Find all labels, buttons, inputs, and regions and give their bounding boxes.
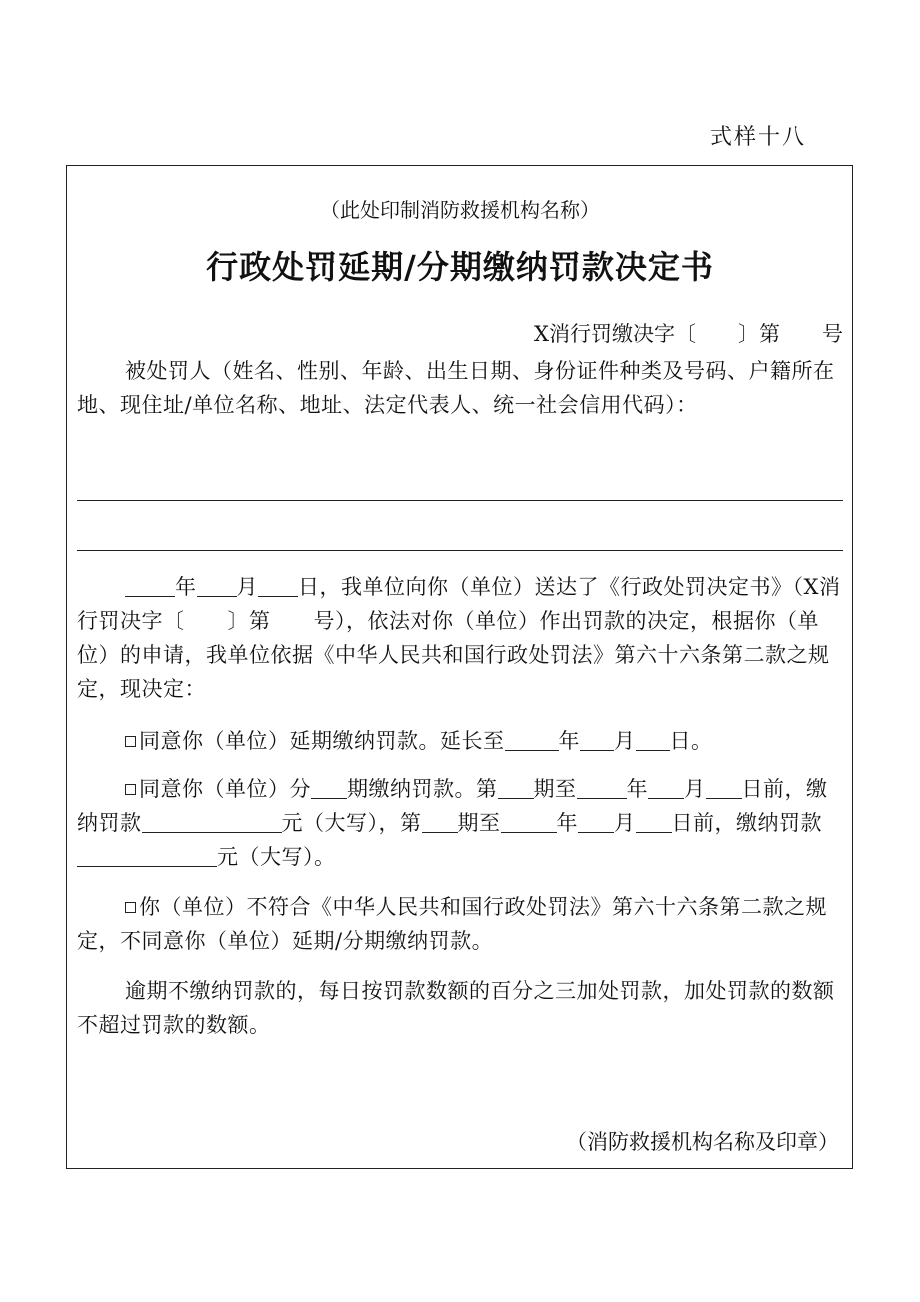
document-frame (66, 165, 853, 1169)
delay-checkbox[interactable] (125, 736, 136, 747)
party-fill-line-1[interactable] (77, 500, 843, 501)
agency-name-placeholder: （此处印制消防救援机构名称） (320, 198, 600, 222)
installment-1-day-blank[interactable] (706, 778, 742, 799)
party-info-label: 被处罚人（姓名、性别、年龄、出生日期、身份证件种类及号码、户籍所在地、现住址/单位名称、地址、法定代表人、统一社会信用代码）： (77, 359, 835, 417)
delay-year-blank[interactable] (505, 730, 559, 751)
option-reject: 你（单位）不符合《中华人民共和国行政处罚法》第六十六条第二款之规定，不同意你（单位）延期/分期缴纳罚款。 (77, 895, 827, 953)
decision-paragraph: 年 月 日，我单位向你（单位）送达了《行政处罚决定书》（X消行罚决字〔 〕第 号），依法对你（单位）作出罚款的决定，根据你（单位）的申请，我单位依据《中华人民共和国行政处罚法》第六十六条第二款之规定，现决定： (77, 575, 841, 701)
installment-checkbox[interactable] (125, 784, 136, 795)
agency-signature-seal: （消防救援机构名称及印章） (566, 1130, 839, 1154)
delay-month-blank[interactable] (580, 730, 614, 751)
penalty-note: 逾期不缴纳罚款的，每日按罚款数额的百分之三加处罚款，加处罚款的数额不超过罚款的数额。 (77, 979, 835, 1037)
installment-2-year-blank[interactable] (501, 812, 557, 833)
installment-1-year-blank[interactable] (577, 778, 627, 799)
installment-1-index-blank[interactable] (498, 778, 534, 799)
installment-1-month-blank[interactable] (648, 778, 684, 799)
day-blank[interactable] (258, 576, 298, 597)
installment-count-blank[interactable] (311, 778, 347, 799)
installment-2-day-blank[interactable] (636, 812, 672, 833)
document-title: 行政处罚延期/分期缴纳罚款决定书 (206, 248, 714, 286)
year-blank[interactable] (125, 576, 175, 597)
option-delay: 同意你（单位）延期缴纳罚款。延长至 年 月 日。 (77, 724, 843, 758)
month-blank[interactable] (197, 576, 237, 597)
document-number: X消行罚缴决字〔 〕第 号 (534, 322, 843, 346)
installment-2-month-blank[interactable] (578, 812, 614, 833)
installment-1-amount-blank[interactable] (142, 812, 282, 833)
delay-day-blank[interactable] (636, 730, 670, 751)
party-fill-line-2[interactable] (77, 550, 843, 551)
installment-2-amount-blank[interactable] (77, 846, 217, 867)
option-installment: 同意你（单位）分 期缴纳罚款。第 期至 年 月 日前，缴纳罚款 元（大写），第 期至 年 月 日前，缴纳罚款元（大写）。 (77, 777, 828, 869)
reject-checkbox[interactable] (125, 902, 136, 913)
installment-2-index-blank[interactable] (422, 812, 458, 833)
form-number: 式样十八 (710, 125, 807, 150)
